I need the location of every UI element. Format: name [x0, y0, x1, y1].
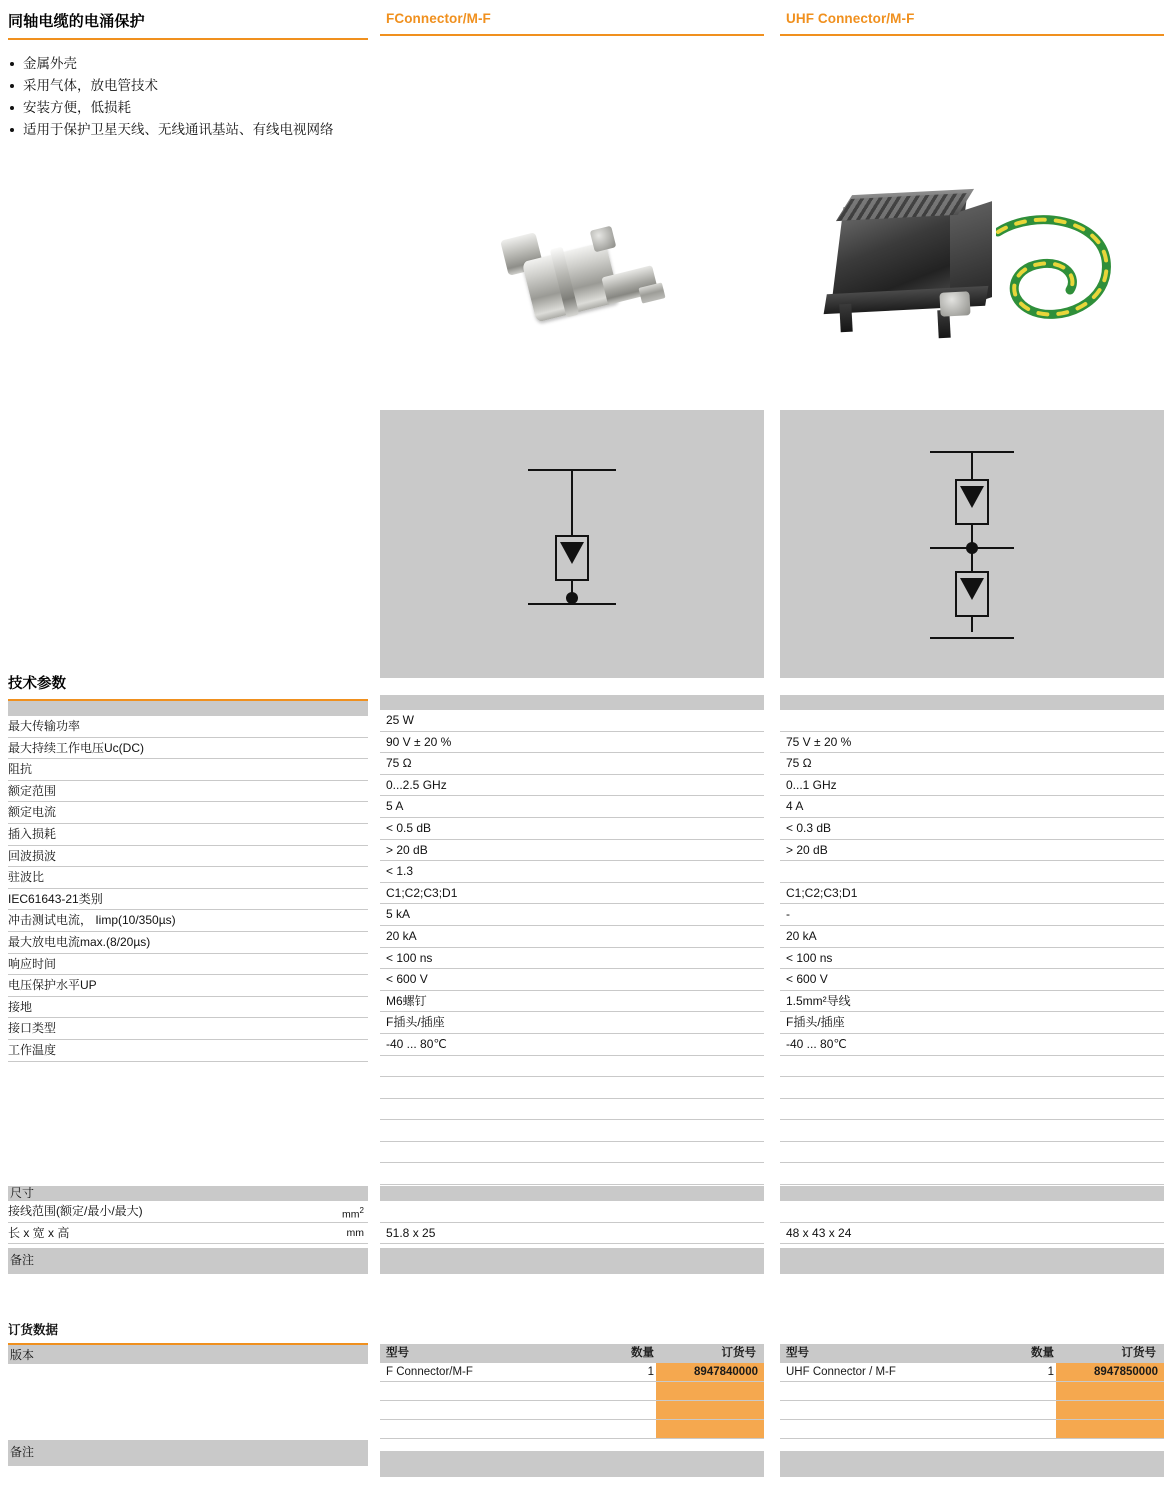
- spec-value: C1;C2;C3;D1: [780, 883, 1164, 905]
- spec-value: < 100 ns: [380, 948, 764, 970]
- note-band: [780, 1451, 1164, 1477]
- cell-model: UHF Connector / M-F: [786, 1366, 896, 1378]
- module-coax-connector: [939, 291, 970, 317]
- uhf-connector-photo: [780, 36, 1164, 396]
- cell-order-no-empty: [1056, 1420, 1164, 1438]
- spec-value: F插头/插座: [380, 1012, 764, 1034]
- list-item: 金属外壳: [8, 53, 368, 75]
- tech-section: [8, 672, 368, 1062]
- spec-value: < 600 V: [380, 969, 764, 991]
- spec-label: 接口类型: [8, 1018, 368, 1040]
- product-title: FConnector/M-F: [386, 11, 491, 26]
- connector-nut: [590, 226, 617, 253]
- spec-value: < 100 ns: [780, 948, 1164, 970]
- spec-value-blank: [780, 1077, 1164, 1099]
- spec-value: 25 W: [380, 710, 764, 732]
- spec-label: 响应时间: [8, 954, 368, 976]
- spec-value: 5 kA: [380, 904, 764, 926]
- tech-band: [8, 701, 368, 716]
- dim-values-f: [380, 1186, 764, 1274]
- cell-order-no-empty: [1056, 1382, 1164, 1400]
- table-row-empty: [380, 1401, 764, 1420]
- spec-label: IEC61643-21类别: [8, 889, 368, 911]
- spec-value-blank: [780, 1142, 1164, 1164]
- spec-spacer: [380, 672, 764, 695]
- cell-order-no-empty: [656, 1401, 764, 1419]
- spec-value: [780, 710, 1164, 732]
- table-row-empty: [780, 1401, 1164, 1420]
- col-model: 型号: [786, 1347, 809, 1359]
- cell-order-no-empty: [656, 1420, 764, 1438]
- tech-section-title: 技术参数: [8, 676, 66, 692]
- col-qty: 数量: [1031, 1347, 1054, 1359]
- spec-value: [780, 861, 1164, 883]
- cell-order-no-empty: [1056, 1401, 1164, 1419]
- left-column: [8, 0, 368, 1459]
- note-band-2: [8, 1440, 368, 1466]
- version-band: [8, 1345, 368, 1364]
- dim-value: [380, 1201, 764, 1223]
- dim-unit: mm: [346, 1226, 364, 1239]
- single-gas-discharge-tube-schematic: [380, 410, 764, 678]
- note-label: 备注: [10, 1253, 35, 1268]
- table-row[interactable]: [780, 1363, 1164, 1382]
- list-item: 安装方便，低损耗: [8, 97, 368, 119]
- order-spacer: [8, 1364, 368, 1440]
- spec-value: < 0.3 dB: [780, 818, 1164, 840]
- spec-label: 最大放电电流max.(8/20µs): [8, 932, 368, 954]
- dual-gas-discharge-tube-schematic: [780, 410, 1164, 678]
- spec-value: -40 ... 80℃: [380, 1034, 764, 1056]
- spec-value: C1;C2;C3;D1: [380, 883, 764, 905]
- spec-label: 额定范围: [8, 781, 368, 803]
- dim-values-uhf: [780, 1186, 1164, 1274]
- spec-label: 最大持续工作电压Uc(DC): [8, 738, 368, 760]
- spec-label: 接地: [8, 997, 368, 1019]
- table-row-empty: [380, 1420, 764, 1439]
- col-qty: 数量: [631, 1347, 654, 1359]
- dim-row: [8, 1201, 368, 1223]
- dim-band: [380, 1186, 764, 1201]
- dim-label: 长 x 宽 x 高: [8, 1225, 70, 1240]
- cell-order-no: 8947840000: [656, 1363, 764, 1381]
- spec-value: > 20 dB: [380, 840, 764, 862]
- dimensions-section: [8, 1186, 368, 1274]
- dim-value: 51.8 x 25: [380, 1223, 764, 1245]
- dim-label: 接线范围(额定/最小/最大): [8, 1204, 143, 1218]
- note-band: [380, 1248, 764, 1274]
- f-connector-photo-graphic: [500, 201, 690, 346]
- list-item: 适用于保护卫星天线、无线通讯基站、有线电视网络: [8, 119, 368, 141]
- ground-wire: [996, 208, 1118, 326]
- spec-value-blank: [380, 1120, 764, 1142]
- spec-value: -: [780, 904, 1164, 926]
- spec-value: < 1.3: [380, 861, 764, 883]
- spec-value: < 0.5 dB: [380, 818, 764, 840]
- version-label: 版本: [10, 1348, 35, 1362]
- dim-value: 48 x 43 x 24: [780, 1223, 1164, 1245]
- list-item: 采用气体，放电管技术: [8, 75, 368, 97]
- note-label-2: 备注: [10, 1445, 35, 1459]
- cell-model: F Connector/M-F: [386, 1366, 473, 1378]
- spec-value: 5 A: [380, 796, 764, 818]
- spec-label: 额定电流: [8, 802, 368, 824]
- order-table-header: [780, 1344, 1164, 1363]
- cell-qty: 1: [647, 1366, 654, 1378]
- dim-section-title: 尺寸: [10, 1186, 35, 1200]
- col-model: 型号: [386, 1347, 409, 1359]
- spec-label: 最大传输功率: [8, 716, 368, 738]
- note-band: [780, 1248, 1164, 1274]
- dim-band: [8, 1186, 368, 1201]
- spec-value: 1.5mm²导线: [780, 991, 1164, 1013]
- spec-value: F插头/插座: [780, 1012, 1164, 1034]
- order-section: [8, 1320, 368, 1466]
- col-order-no: 订货号: [1121, 1347, 1156, 1359]
- spec-value: 90 V ± 20 %: [380, 732, 764, 754]
- spec-value-blank: [380, 1056, 764, 1078]
- spec-value: M6螺钉: [380, 991, 764, 1013]
- spec-value-blank: [380, 1099, 764, 1121]
- spec-label: 阻抗: [8, 759, 368, 781]
- product-column-uhf-connector: [780, 0, 1164, 1378]
- dim-row: [8, 1223, 368, 1245]
- spec-value: 75 V ± 20 %: [780, 732, 1164, 754]
- spec-band: [780, 695, 1164, 710]
- feature-list: [8, 53, 368, 141]
- dim-unit: $mm^2$: [342, 1206, 364, 1221]
- table-row-empty: [380, 1382, 764, 1401]
- order-section-title: 订货数据: [8, 1323, 59, 1337]
- cell-order-no: 8947850000: [1056, 1363, 1164, 1381]
- uhf-connector-photo-graphic: [810, 186, 1130, 366]
- title-underline: [8, 38, 368, 40]
- spec-label: 回波损波: [8, 846, 368, 868]
- f-connector-photo: [380, 36, 764, 396]
- spec-value: < 600 V: [780, 969, 1164, 991]
- schematic-svg: [780, 410, 1164, 678]
- spec-label: 冲击测试电流， Iimp(10/350µs): [8, 910, 368, 932]
- spec-band: [380, 695, 764, 710]
- spec-label: 插入损耗: [8, 824, 368, 846]
- spec-value: > 20 dB: [780, 840, 1164, 862]
- spec-values-f: [380, 672, 764, 1185]
- spec-value: 20 kA: [780, 926, 1164, 948]
- spec-value-blank: [380, 1142, 764, 1164]
- spec-value-blank: [380, 1163, 764, 1185]
- cell-qty: 1: [1047, 1366, 1054, 1378]
- col-order-no: 订货号: [721, 1347, 756, 1359]
- table-row[interactable]: [380, 1363, 764, 1382]
- spec-label: 驻波比: [8, 867, 368, 889]
- note-band: [8, 1248, 368, 1274]
- order-table-header: [380, 1344, 764, 1363]
- dim-value: [780, 1201, 1164, 1223]
- table-row-empty: [780, 1420, 1164, 1439]
- table-row-empty: [780, 1382, 1164, 1401]
- order-table-f: [380, 1344, 764, 1477]
- spec-value: 75 Ω: [380, 753, 764, 775]
- cell-order-no-empty: [656, 1382, 764, 1400]
- spec-spacer: [780, 672, 1164, 695]
- spec-value-blank: [780, 1120, 1164, 1142]
- spec-value-blank: [380, 1077, 764, 1099]
- spec-value: 20 kA: [380, 926, 764, 948]
- product-title: UHF Connector/M-F: [786, 11, 915, 26]
- schematic-svg: [380, 410, 764, 678]
- spec-value: -40 ... 80℃: [780, 1034, 1164, 1056]
- spec-value-blank: [780, 1099, 1164, 1121]
- spec-value: 4 A: [780, 796, 1164, 818]
- page-title: 同轴电缆的电涌保护: [8, 13, 145, 30]
- order-table-uhf: [780, 1344, 1164, 1477]
- note-band: [380, 1451, 764, 1477]
- spec-label: 电压保护水平UP: [8, 975, 368, 997]
- spec-label: 工作温度: [8, 1040, 368, 1062]
- spec-value-blank: [780, 1056, 1164, 1078]
- spec-values-uhf: [780, 672, 1164, 1185]
- module-foot: [839, 304, 852, 333]
- spec-value: 75 Ω: [780, 753, 1164, 775]
- spec-value-blank: [780, 1163, 1164, 1185]
- spec-value: 0...2.5 GHz: [380, 775, 764, 797]
- product-column-f-connector: [380, 0, 764, 1378]
- spec-value: 0...1 GHz: [780, 775, 1164, 797]
- dim-band: [780, 1186, 1164, 1201]
